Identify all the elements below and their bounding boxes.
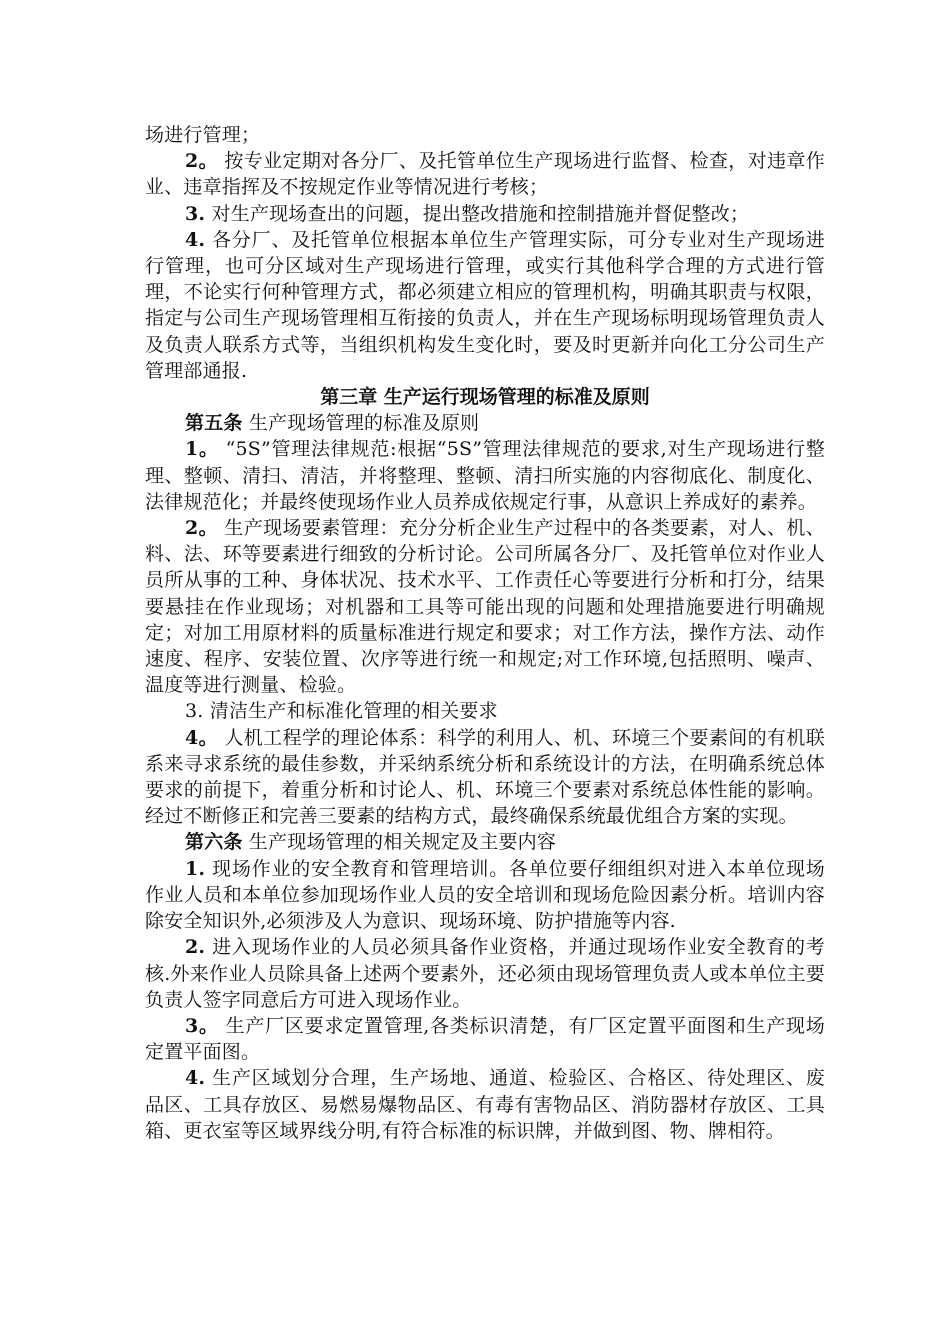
item-number: 4。: [185, 726, 218, 749]
article-title: 生产现场管理的标准及原则: [242, 412, 480, 435]
paragraph: [145, 515, 825, 698]
document-body: [145, 122, 825, 1144]
paragraph: [145, 725, 825, 830]
item-number: 2。: [185, 517, 218, 540]
paragraph: [145, 148, 825, 200]
chapter-heading: 第三章 生产运行现场管理的标准及原则: [320, 386, 650, 409]
article-heading: [145, 410, 825, 436]
item-number: 2。: [185, 150, 218, 173]
paragraph-text: 人机工程学的理论体系：科学的利用人、机、环境三个要素间的有机联系来寻求系统的最佳参数，并采纳系统分析和系统设计的方法，在明确系统总体要求的前提下，着重分析和讨论人、机、环境三个要素对系统总体性能的影响。经过不断修正和完善三要素的结构方式，最终确保系统最优组合方案的实现。: [145, 726, 825, 828]
item-number: 4.: [185, 228, 206, 251]
paragraph-text: 对生产现场查出的问题，提出整改措施和控制措施并督促整改；: [205, 202, 750, 225]
paragraph: [145, 227, 825, 384]
item-number: 1.: [185, 857, 206, 880]
item-number: 3。: [185, 1014, 219, 1037]
paragraph-text: 生产区域划分合理，生产场地、通道、检验区、合格区、待处理区、废品区、工具存放区、易燃易爆物品区、有毒有害物品区、消防器材存放区、工具箱、更衣室等区域界线分明,有符合标准的标识牌，并做到图、物、牌相符。: [145, 1067, 825, 1142]
item-number: 1。: [185, 438, 219, 461]
article-number: 第六条: [185, 831, 243, 854]
paragraph: [145, 1065, 825, 1144]
item-number: 3.: [185, 202, 206, 225]
paragraph-text: 按专业定期对各分厂、及托管单位生产现场进行监督、检查，对违章作业、违章指挥及不按规定作业等情况进行考核；: [145, 150, 825, 199]
article-number: 第五条: [185, 412, 243, 435]
paragraph-text: 进入现场作业的人员必须具备作业资格，并通过现场作业安全教育的考核.外来作业人员除具备上述两个要素外，还必须由现场管理负责人或本单位主要负责人签字同意后方可进入现场作业。: [145, 936, 825, 1011]
paragraph: [145, 1013, 825, 1065]
paragraph-text: 各分厂、及托管单位根据本单位生产管理实际，可分专业对生产现场进行管理，也可分区域对生产现场进行管理，或实行其他科学合理的方式进行管理，不论实行何种管理方式，都必须建立相应的管理机构，明确其职责与权限，指定与公司生产现场管理相互衔接的负责人，并在生产现场标明现场管理负责人及负责人联系方式等，当组织机构发生变化时，要及时更新并向化工分公司生产管理部通报.: [145, 228, 825, 382]
paragraph-text: 场进行管理；: [145, 124, 261, 146]
paragraph-text: “5S”管理法律规范:根据“5S”管理法律规范的要求,对生产现场进行整理、整顿、清扫、清洁，并将整理、整顿、清扫所实施的内容彻底化、制度化、法律规范化；并最终使现场作业人员养成依规定行事，从意识上养成好的素养。: [145, 438, 825, 513]
paragraph-text: 生产厂区要求定置管理,各类标识清楚，有厂区定置平面图和生产现场定置平面图。: [145, 1014, 825, 1064]
paragraph: [145, 122, 825, 148]
paragraph: [145, 698, 825, 724]
item-number: 4.: [185, 1067, 206, 1090]
paragraph-text: 生产现场要素管理：充分分析企业生产过程中的各类要素，对人、机、料、法、环等要素进行细致的分析讨论。公司所属各分厂、及托管单位对作业人员所从事的工种、身体状况、技术水平、工作责任心等要进行分析和打分，结果要悬挂在作业现场；对机器和工具等可能出现的问题和处理措施要进行明确规定；对加工用原材料的质量标准进行规定和要求；对工作方法，操作方法、动作速度、程序、安装位置、次序等进行统一和规定;对工作环境,包括照明、噪声、温度等进行测量、检验。: [145, 517, 825, 697]
paragraph: [145, 934, 825, 1013]
paragraph: [145, 856, 825, 935]
paragraph: [145, 201, 825, 227]
paragraph-text: 3. 清洁生产和标准化管理的相关要求: [185, 700, 498, 723]
paragraph-text: 现场作业的安全教育和管理培训。各单位要仔细组织对进入本单位现场作业人员和本单位参加现场作业人员的安全培训和现场危险因素分析。培训内容除安全知识外,必须涉及人为意识、现场环境、防护措施等内容.: [145, 857, 825, 933]
item-number: 2.: [185, 936, 206, 959]
article-title: 生产现场管理的相关规定及主要内容: [242, 831, 557, 854]
paragraph: [145, 436, 825, 515]
article-heading: [145, 829, 825, 855]
